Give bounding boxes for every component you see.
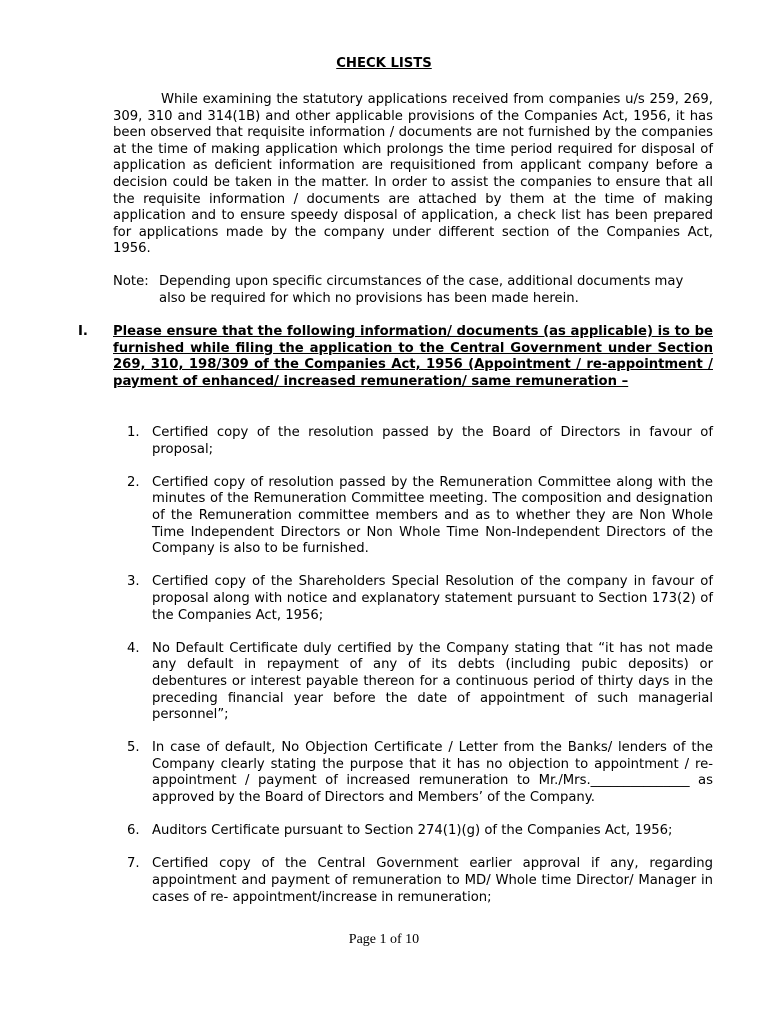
item-text: Certified copy of the Central Government earlier approval if any, regarding appointment and payment of remuneration to MD/ Whole time Director/ Manager in cases of re- appointment/increase in remuneration;: [152, 856, 713, 905]
item-text: Certified copy of resolution passed by the Remuneration Committee along with the minutes of the Remuneration Committee meeting. The composition and designation of the Remuneration committee members and as to whether they are Non Whole Time Independent Directors or Non Whole Time Non-Independent Directors of the Company is also to be furnished.: [152, 474, 713, 557]
document-title: CHECK LISTS: [336, 56, 432, 71]
note-text: Depending upon specific circumstances of the case, additional documents may also be required for which no provisions has been made herein.: [159, 274, 684, 306]
item-number: 3.: [127, 574, 140, 590]
item-number: 5.: [127, 740, 140, 756]
checklist-item: [127, 475, 713, 558]
section-number: I.: [78, 324, 88, 339]
checklist-item: [127, 425, 713, 458]
item-text: Certified copy of the resolution passed by the Board of Directors in favour of proposal;: [152, 425, 713, 457]
checklist-item: [127, 856, 713, 906]
item-number: 6.: [127, 823, 140, 839]
note-label: Note:: [113, 274, 149, 289]
checklist-item: [127, 641, 713, 724]
item-number: 4.: [127, 640, 140, 656]
checklist: [127, 425, 713, 923]
checklist-item: [127, 740, 713, 806]
checklist-item: [127, 574, 713, 624]
section-heading: Please ensure that the following information/ documents (as applicable) is to be furnished while filing the application to the Central Government under Section 269, 310, 198/309 of the Companies Act, 1956 (Appointment / re-appointment / payment of enhanced/ increased remuneration/ same remuneration –: [113, 324, 713, 389]
item-number: 7.: [127, 856, 140, 872]
checklist-item: [127, 823, 713, 840]
item-text: No Default Certificate duly certified by the Company stating that “it has not made any default in repayment of any of its debts (including pubic deposits) or debentures or interest payable thereon for a continuous period of thirty days in the preceding financial year before the date of appointment of such managerial personnel”;: [152, 640, 713, 723]
note-block: [113, 274, 713, 307]
item-text: Auditors Certificate pursuant to Section 274(1)(g) of the Companies Act, 1956;: [152, 823, 673, 839]
page-footer: Page 1 of 10: [348, 932, 420, 947]
intro-paragraph: While examining the statutory applications received from companies u/s 259, 269, 309, 310 and 314(1B) and other applicable provisions of the Companies Act, 1956, it has been observed that requisite information / documents are not furnished by the companies at the time of making application which prolongs the time period required for disposal of application as deficient information are requisitioned from applicant company before a decision could be taken in the matter. In order to assist the companies to ensure that all the requisite information / documents are attached by them at the time of making application and to ensure speedy disposal of application, a check list has been prepared for applications made by the company under different section of the Companies Act, 1956.: [113, 92, 713, 257]
item-text: In case of default, No Objection Certificate / Letter from the Banks/ lenders of the Company clearly stating the purpose that it has no objection to appointment / re-appointment / payment of increased remuneration to Mr./Mrs._______________ as approved by the Board of Directors and Members’ of the Company.: [152, 740, 713, 806]
item-number: 1.: [127, 425, 140, 440]
item-number: 2.: [127, 474, 140, 490]
section-heading-block: [78, 324, 713, 390]
item-text: Certified copy of the Shareholders Special Resolution of the company in favour of proposal along with notice and explanatory statement pursuant to Section 173(2) of the Companies Act, 1956;: [152, 574, 713, 623]
